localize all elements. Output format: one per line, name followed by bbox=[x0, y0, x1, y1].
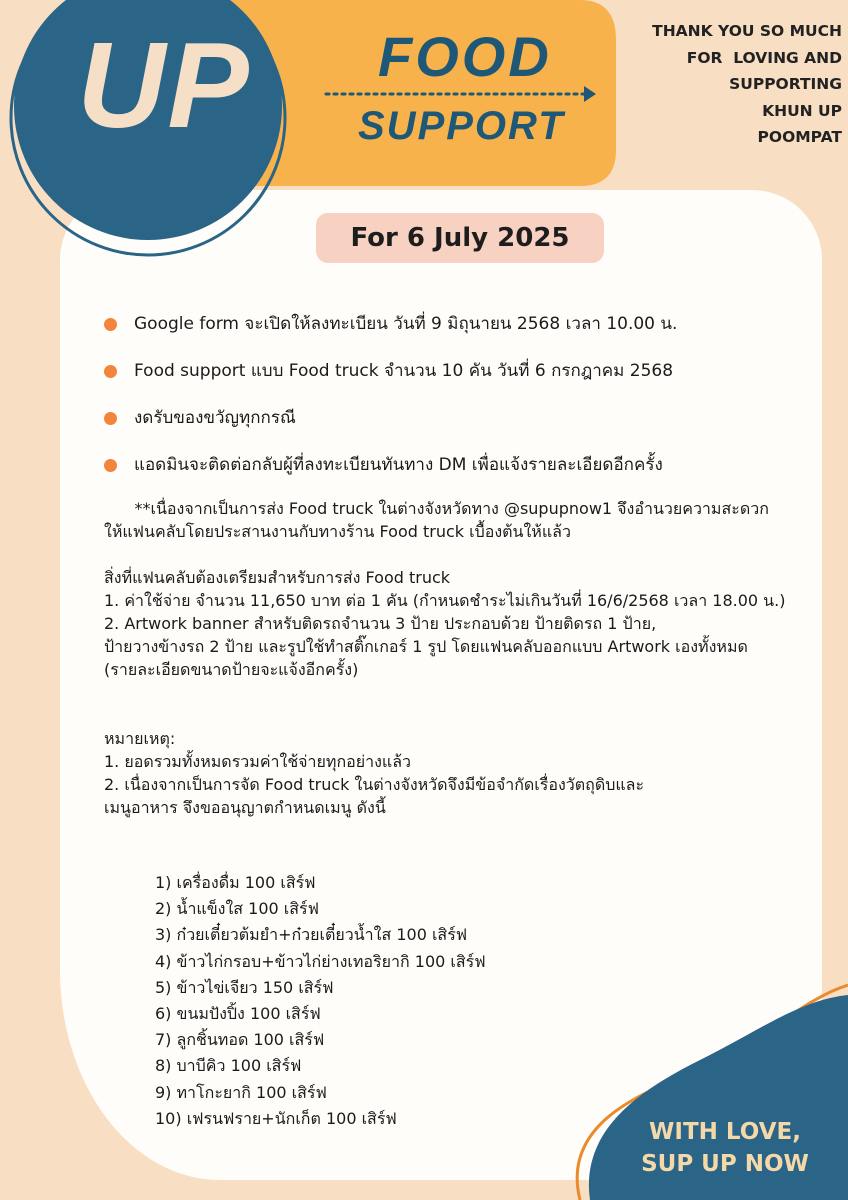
menu-item: 3) ก๋วยเตี๋ยวต้มยำ+ก๋วยเตี๋ยวน้ำใส 100 เสิร์ฟ bbox=[155, 925, 468, 945]
prep-line: 2. Artwork banner สำหรับติดรถจำนวน 3 ป้าย ประกอบด้วย ป้ายติดรถ 1 ป้าย, bbox=[104, 614, 657, 633]
bullet-dot-icon bbox=[104, 459, 117, 472]
bullet-text: แอดมินจะติดต่อกลับผู้ที่ลงทะเบียนทันทาง DM เพื่อแจ้งรายละเอียดอีกครั้ง bbox=[134, 455, 663, 475]
remarks-heading: หมายเหตุ: bbox=[104, 729, 176, 748]
bullet-text: Food support แบบ Food truck จำนวน 10 คัน วันที่ 6 กรกฎาคม 2568 bbox=[134, 361, 674, 381]
details-body bbox=[104, 497, 824, 819]
prep-line: ป้ายวางข้างรถ 2 ป้าย และรูปใช้ทำสติ๊กเกอร์ 1 รูป โดยแฟนคลับออกแบบ Artwork เองทั้งหมด bbox=[104, 637, 748, 656]
menu-item: 1) เครื่องดื่ม 100 เสิร์ฟ bbox=[155, 873, 316, 892]
arrow-head-icon bbox=[584, 86, 596, 102]
remarks-line: 1. ยอดรวมทั้งหมดรวมค่าใช้จ่ายทุกอย่างแล้ว bbox=[104, 752, 412, 771]
note-line: ให้แฟนคลับโดยประสานงานกับทางร้าน Food truck เบื้องต้นให้แล้ว bbox=[104, 522, 571, 541]
title-food: FOOD bbox=[378, 25, 552, 88]
thanks-line: KHUN UP bbox=[762, 101, 842, 120]
menu-list bbox=[155, 870, 486, 1132]
title-support: SUPPORT bbox=[358, 104, 565, 148]
thanks-line: THANK YOU SO MUCH bbox=[652, 22, 842, 40]
key-info-list bbox=[104, 314, 804, 502]
list-item bbox=[104, 314, 804, 334]
menu-item: 4) ข้าวไก่กรอบ+ข้าวไก่ย่างเทอริยากิ 100 เสิร์ฟ bbox=[155, 951, 486, 971]
prep-heading: สิ่งที่แฟนคลับต้องเตรียมสำหรับการส่ง Food truck bbox=[104, 568, 451, 587]
list-item bbox=[104, 455, 804, 475]
up-logo-text: UP bbox=[77, 17, 251, 153]
bullet-text: งดรับของขวัญทุกกรณี bbox=[134, 408, 296, 428]
bullet-dot-icon bbox=[104, 412, 117, 425]
remarks-line: 2. เนื่องจากเป็นการจัด Food truck ในต่างจังหวัดจึงมีข้อจำกัดเรื่องวัตถุดิบและ bbox=[104, 775, 645, 794]
bullet-text: Google form จะเปิดให้ลงทะเบียน วันที่ 9 มิถุนายน 2568 เวลา 10.00 น. bbox=[134, 314, 678, 334]
thanks-line: FOR LOVING AND bbox=[686, 48, 842, 67]
menu-item: 6) ขนมปังปิ้ง 100 เสิร์ฟ bbox=[155, 1003, 321, 1023]
sign-off bbox=[620, 1116, 830, 1180]
bullet-dot-icon bbox=[104, 318, 117, 331]
sign-off-line: WITH LOVE, bbox=[649, 1119, 801, 1145]
menu-item: 8) บาบีคิว 100 เสิร์ฟ bbox=[155, 1056, 302, 1076]
note-line: **เนื่องจากเป็นการส่ง Food truck ในต่างจังหวัดทาง @supupnow1 จึงอำนวยความสะดวก bbox=[104, 499, 769, 518]
thank-you-message bbox=[628, 18, 842, 151]
sign-off-line: SUP UP NOW bbox=[641, 1151, 809, 1177]
menu-item: 7) ลูกชิ้นทอด 100 เสิร์ฟ bbox=[155, 1030, 325, 1050]
list-item bbox=[104, 408, 804, 428]
menu-item: 2) น้ำแข็งใส 100 เสิร์ฟ bbox=[155, 899, 319, 919]
menu-item: 10) เฟรนฟราย+นักเก็ต 100 เสิร์ฟ bbox=[155, 1108, 397, 1128]
remarks-line: เมนูอาหาร จึงขออนุญาตกำหนดเมนู ดังนี้ bbox=[104, 798, 386, 817]
event-date-badge: For 6 July 2025 bbox=[316, 213, 604, 263]
prep-line: 1. ค่าใช้จ่าย จำนวน 11,650 บาท ต่อ 1 คัน (กำหนดชำระไม่เกินวันที่ 16/6/2568 เวลา 18.00 น.) bbox=[104, 591, 786, 610]
list-item bbox=[104, 361, 804, 381]
menu-item: 9) ทาโกะยากิ 100 เสิร์ฟ bbox=[155, 1082, 327, 1102]
thanks-line: SUPPORTING bbox=[729, 75, 842, 93]
bullet-dot-icon bbox=[104, 365, 117, 378]
prep-line: (รายละเอียดขนาดป้ายจะแจ้งอีกครั้ง) bbox=[104, 660, 359, 679]
thanks-line: POOMPAT bbox=[757, 128, 842, 146]
menu-item: 5) ข้าวไข่เจียว 150 เสิร์ฟ bbox=[155, 977, 334, 997]
